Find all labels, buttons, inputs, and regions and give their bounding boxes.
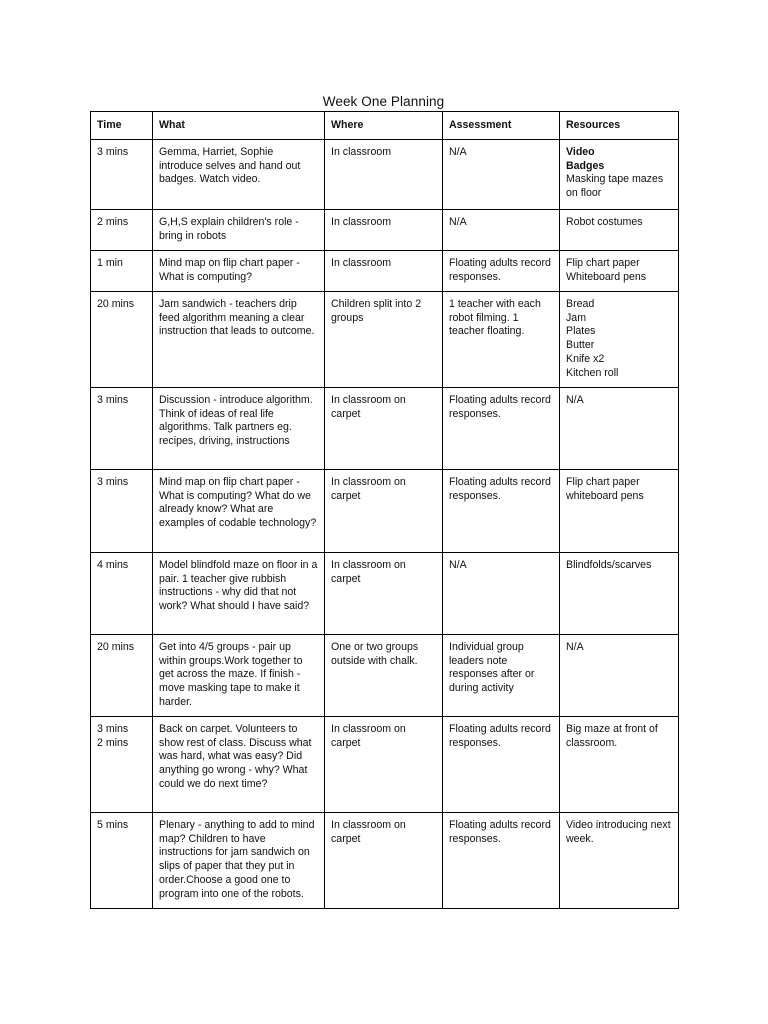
table-row <box>91 140 679 210</box>
header-what: What <box>153 112 325 140</box>
resources-cell <box>560 813 679 909</box>
time-value: 3 mins <box>97 723 129 735</box>
resource-item: Robot costumes <box>566 216 643 228</box>
what-cell: G,H,S explain children's role - bring in robots <box>153 210 325 251</box>
resource-item: Plates <box>566 325 596 338</box>
table-header-row <box>91 112 679 140</box>
time-cell <box>91 251 153 292</box>
resources-cell <box>560 470 679 553</box>
where-cell: In classroom on carpet <box>325 470 443 553</box>
resource-item: Bread <box>566 298 595 310</box>
where-cell: One or two groups outside with chalk. <box>325 635 443 717</box>
what-cell: Gemma, Harriet, Sophie introduce selves and hand out badges. Watch video. <box>153 140 325 210</box>
resource-item: Video <box>566 146 595 158</box>
resource-item: N/A <box>566 394 584 406</box>
where-cell: In classroom on carpet <box>325 717 443 813</box>
resources-cell <box>560 635 679 717</box>
time-cell <box>91 553 153 635</box>
resources-cell <box>560 292 679 388</box>
what-cell: Discussion - introduce algorithm. Think of ideas of real life algorithms. Talk partners eg. recipes, driving, instructions <box>153 388 325 470</box>
where-cell: In classroom on carpet <box>325 553 443 635</box>
table-row <box>91 813 679 909</box>
where-cell: In classroom <box>325 140 443 210</box>
table-row <box>91 553 679 635</box>
time-value: 20 mins <box>97 298 135 310</box>
assessment-cell: Floating adults record responses. <box>443 470 560 553</box>
time-cell <box>91 140 153 210</box>
resource-item: Video introducing next week. <box>566 819 671 845</box>
what-cell: Get into 4/5 groups - pair up within groups.Work together to get across the maze. If finish - move masking tape to make it harder. <box>153 635 325 717</box>
where-cell: In classroom on carpet <box>325 813 443 909</box>
table-row <box>91 470 679 553</box>
time-value: 3 mins <box>97 394 129 406</box>
header-time: Time <box>91 112 153 140</box>
resource-item: Jam <box>566 311 587 324</box>
assessment-cell: N/A <box>443 140 560 210</box>
table-row <box>91 717 679 813</box>
resources-cell <box>560 140 679 210</box>
time-cell <box>91 635 153 717</box>
time-value: 4 mins <box>97 559 129 571</box>
resource-item: whiteboard pens <box>566 489 644 502</box>
time-cell <box>91 470 153 553</box>
time-cell <box>91 717 153 813</box>
resource-item: N/A <box>566 641 584 653</box>
assessment-cell: Floating adults record responses. <box>443 251 560 292</box>
assessment-cell: Floating adults record responses. <box>443 717 560 813</box>
time-value: 1 min <box>97 257 123 269</box>
resource-item: Knife x2 <box>566 352 605 365</box>
time-value: 20 mins <box>97 641 135 653</box>
assessment-cell: 1 teacher with each robot filming. 1 teacher floating. <box>443 292 560 388</box>
resource-item: Flip chart paper <box>566 476 640 488</box>
time-value: 2 mins <box>97 216 129 228</box>
assessment-cell: Floating adults record responses. <box>443 813 560 909</box>
header-resources: Resources <box>560 112 679 140</box>
time-value: 2 mins <box>97 736 129 749</box>
resource-item: Blindfolds/scarves <box>566 559 652 571</box>
time-value: 3 mins <box>97 146 129 158</box>
where-cell: Children split into 2 groups <box>325 292 443 388</box>
header-where: Where <box>325 112 443 140</box>
time-cell <box>91 388 153 470</box>
resource-item: Masking tape mazes on floor <box>566 173 664 200</box>
assessment-cell: N/A <box>443 210 560 251</box>
time-cell <box>91 210 153 251</box>
page-title: Week One Planning <box>322 94 445 109</box>
resource-item: Butter <box>566 339 595 352</box>
time-cell <box>91 813 153 909</box>
table-row <box>91 635 679 717</box>
what-cell: Model blindfold maze on floor in a pair. 1 teacher give rubbish instructions - why did that not work? What should I have said? <box>153 553 325 635</box>
resource-item: Kitchen roll <box>566 366 619 379</box>
resource-item: Whiteboard pens <box>566 270 647 283</box>
time-value: 3 mins <box>97 476 129 488</box>
assessment-cell: Floating adults record responses. <box>443 388 560 470</box>
where-cell: In classroom <box>325 210 443 251</box>
resource-item: Badges <box>566 159 605 172</box>
what-cell: Mind map on flip chart paper - What is computing? <box>153 251 325 292</box>
what-cell: Back on carpet. Volunteers to show rest of class. Discuss what was hard, what was easy? Did anything go wrong - why? What could we do next time? <box>153 717 325 813</box>
resources-cell <box>560 717 679 813</box>
resource-item: Big maze at front of classroom. <box>566 723 658 749</box>
table-row <box>91 388 679 470</box>
time-value: 5 mins <box>97 819 129 831</box>
resources-cell <box>560 210 679 251</box>
assessment-cell: Individual group leaders note responses after or during activity <box>443 635 560 717</box>
resource-item: Flip chart paper <box>566 257 640 269</box>
resources-cell <box>560 553 679 635</box>
what-cell: Jam sandwich - teachers drip feed algorithm meaning a clear instruction that leads to outcome. <box>153 292 325 388</box>
resources-cell <box>560 251 679 292</box>
table-row <box>91 292 679 388</box>
resources-cell <box>560 388 679 470</box>
time-cell <box>91 292 153 388</box>
assessment-cell: N/A <box>443 553 560 635</box>
what-cell: Plenary - anything to add to mind map? Children to have instructions for jam sandwich on slips of paper that they put in order.Choose a good one to program into one of the robots. <box>153 813 325 909</box>
header-assessment: Assessment <box>443 112 560 140</box>
planning-table <box>90 111 679 909</box>
what-cell: Mind map on flip chart paper - What is computing? What do we already know? What are examples of codable technology? <box>153 470 325 553</box>
where-cell: In classroom on carpet <box>325 388 443 470</box>
table-row <box>91 210 679 251</box>
where-cell: In classroom <box>325 251 443 292</box>
table-row <box>91 251 679 292</box>
